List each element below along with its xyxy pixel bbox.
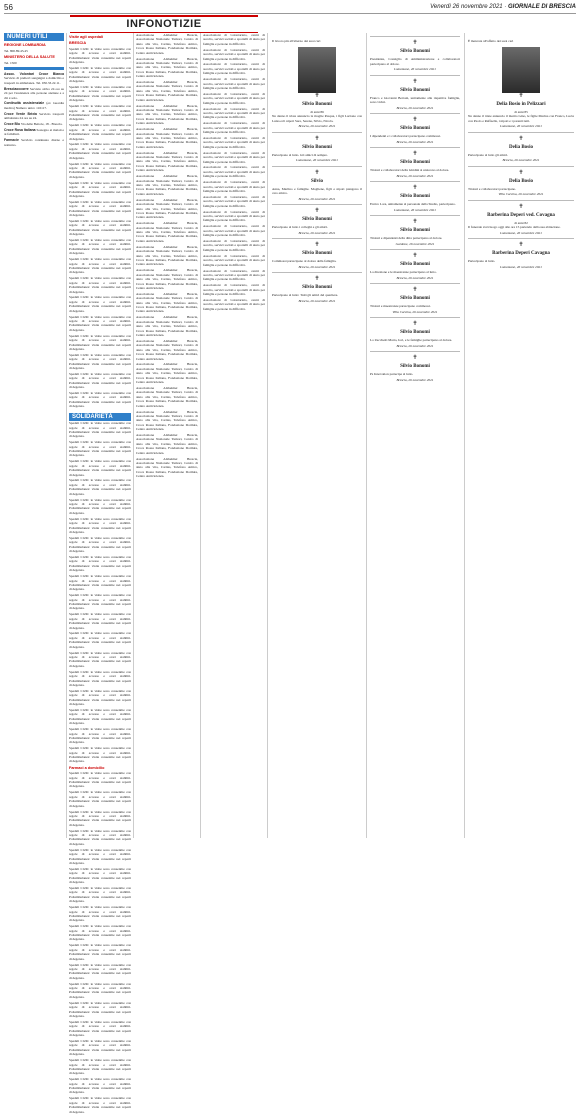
article-paragraph: Spedali Civili: le visite sono consentite con regole di accesso e orari stabiliti. Poliambulanza: visite consentite nei reparti di degenza. [69,371,131,390]
article-paragraph: Associazioni di volontariato, centri di ascolto, servizi sociali e sportelli di aiuto per famiglie e persone in difficoltà. [203,136,265,149]
article-paragraph: Spedali Civili: le visite sono consentite con regole di accesso e orari stabiliti. Poliambulanza: visite consentite nei reparti di degenza. [69,1058,131,1076]
obituary-text: I dipendenti e i collaboratori partecipano commossi. [370,134,441,138]
page-number: 56 [4,3,13,12]
portrait-photo [298,47,336,93]
article-paragraph: Spedali Civili: le visite sono consentite con regole di accesso e orari stabiliti. Poliambulanza: visite consentite nei reparti di degenza. [69,771,131,789]
deceased-name: Silvio Bonomi [400,160,430,165]
obituary-text: Il funerale avrà luogo oggi alle ore 15 partendo dalla sua abitazione. [468,225,561,229]
cross-icon: ✝ [518,92,524,99]
article-paragraph: Spedali Civili: le visite sono consentite con regole di accesso e orari stabiliti. Poliambulanza: visite consentite nei reparti di degenza. [69,1039,131,1057]
article-paragraph: Associazione Alzheimer Brescia, Associazione Nazionale Tumori, Centro di aiuto alla vita, Caritas, Telefono Amico, Croce Rossa Italiana, Fondazione Dormire, Centro Antiviolenza. [136,80,198,102]
obituary-text: La direzione e le maestranze partecipano al lutto. [370,270,437,274]
article-paragraph: Associazione Alzheimer Brescia, Associazione Nazionale Tumori, Centro di aiuto alla vita, Caritas, Telefono Amico, Croce Rossa Italiana, Fondazione Dormire, Centro Antiviolenza. [136,362,198,385]
article-paragraph: Spedali Civili: le visite sono consentite con regole di accesso e orari stabiliti. Poliambulanza: visite consentite nei reparti di degenza. [69,981,131,999]
obituary-notice [370,317,460,348]
obituary-notice [468,36,574,129]
obituary-notice [272,238,362,269]
filler-text [69,421,131,764]
article-paragraph: Associazioni di volontariato, centri di ascolto, servizi sociali e sportelli di aiuto per famiglie e persone in difficoltà. [203,253,265,267]
deceased-name: Silvio Bonomi [400,296,430,301]
article-paragraph: Associazione Alzheimer Brescia, Associazione Nazionale Tumori, Centro di aiuto alla vita, Caritas, Telefono Amico, Croce Rossa Italiana, Fondazione Dormire, Centro Antiviolenza. [136,456,198,479]
cross-icon: ✝ [518,242,524,248]
article-paragraph: Spedali Civili: le visite sono consentite con regole di accesso e orari stabiliti. Poliambulanza: visite consentite nei reparti di degenza. [69,142,131,160]
visite-text: Spedali Civili: le visite sono consentite con regole di accesso e orari stabiliti. Poliambulanza: visite consentite nei reparti di degenza. [69,46,131,65]
article-paragraph: Spedali Civili: le visite sono consentite con regole di accesso e orari stabiliti. Poliambulanza: visite consentite nei reparti di degenza. [69,669,131,687]
article-paragraph: Associazione Alzheimer Brescia, Associazione Nazionale Tumori, Centro di aiuto alla vita, Caritas, Telefono Amico, Croce Rossa Italiana, Fondazione Dormire, Centro Antiviolenza. [136,56,198,79]
obituary-text: Partecipano al lutto i colleghi e gli amici. [272,225,328,229]
obituary-text: Commossi partecipano al dolore della famiglia. [272,259,337,263]
obituary-text: Partecipano al lutto gli amici. [468,152,509,157]
article-paragraph: Spedali Civili: le visite sono consentite con regole di accesso e orari stabiliti. Poliambulanza: visite consentite nei reparti di degenza. [69,554,131,573]
numero-item: Croce Blu Via delle Bettole, 18 - Brescia. [4,122,63,127]
numeri-list [4,72,64,147]
cross-icon: ✝ [314,169,320,176]
article-paragraph: Spedali Civili: le visite sono consentite con regole di accesso e orari stabiliti. Poliambulanza: visite consentite nei reparti di degenza. [69,650,131,668]
article-paragraph: Associazioni di volontariato, centri di ascolto, servizi sociali e sportelli di aiuto per famiglie e persone in difficoltà. [203,150,265,164]
column-4 [203,33,265,838]
obituary-text: Titolari e collaboratori partecipano. [468,186,517,191]
cross-icon: ✝ [412,40,418,46]
deceased-name: Silvio Bonomi [302,101,332,107]
article-paragraph: Associazione Alzheimer Brescia, Associazione Nazionale Tumori, Centro di aiuto alla vita, Caritas, Telefono Amico, Croce Rossa Italiana, Fondazione Dormire, Centro Antiviolenza. [136,174,198,196]
col3-text: Associazione Alzheimer Brescia, Associazione Nazionale Tumori, Centro di aiuto alla vita, Caritas, Telefono Amico, Croce Rossa Italiana, Fondazione Dormire, Centro Antiviolenza. [136,33,198,55]
region-label: REGIONE LOMBARDIA [4,43,46,48]
obituary-place-date: Lumezzane, 26 novembre 2021 [500,124,542,128]
obituary-place-date: Lumezzane, 26 novembre 2021 [500,230,542,235]
article-paragraph: Associazioni di volontariato, centri di ascolto, servizi sociali e sportelli di aiuto per famiglie e persone in difficoltà. [203,91,265,105]
section-title: INFONOTIZIE [70,15,258,33]
article-paragraph: Spedali Civili: le visite sono consentite con regole di accesso e orari stabiliti. Poliambulanza: visite consentite nei reparti di degenza. [69,790,131,808]
cross-icon: ✝ [314,92,320,99]
numero-item: Croce Verde Brixia Servizio trasporti ambulanza 24 ore su 24. [4,111,64,121]
article-paragraph: Spedali Civili: le visite sono consentite con regole di accesso e orari stabiliti. Poliambulanza: visite consentite nei reparti di degenza. [69,391,131,409]
article-paragraph: Associazione Alzheimer Brescia, Associazione Nazionale Tumori, Centro di aiuto alla vita, Caritas, Telefono Amico, Croce Rossa Italiana, Fondazione Dormire, Centro Antiviolenza. [136,244,198,267]
obituary-notice [370,36,460,72]
numero-item: Farmacie Servizio continuato diurno e notturno. [4,138,64,147]
article-paragraph: Associazione Alzheimer Brescia, Associazione Nazionale Tumori, Centro di aiuto alla vita, Caritas, Telefono Amico, Croce Rossa Italiana, Fondazione Dormire, Centro Antiviolenza. [136,197,198,220]
obituary-notice [468,132,574,163]
article-paragraph: Spedali Civili: le visite sono consentite con regole di accesso e orari stabiliti. Poliambulanza: visite consentite nei reparti di degenza. [69,535,131,554]
col4-text: Associazioni di volontariato, centri di ascolto, servizi sociali e sportelli di aiuto per famiglie e persone in difficoltà. [203,33,265,46]
filler-text [136,57,198,479]
deceased-age: di anni 85 [514,109,528,114]
article-paragraph: Associazioni di volontariato, centri di ascolto, servizi sociali e sportelli di aiuto per famiglie e persone in difficoltà. [203,47,265,61]
cross-icon: ✝ [412,287,418,293]
cross-icon: ✝ [412,117,418,123]
obituary-place-date: Brescia, 26 novembre 2021 [396,343,434,348]
article-paragraph: Spedali Civili: le visite sono consentite con regole di accesso e orari stabiliti. Poliambulanza: visite consentite nei reparti di degenza. [69,352,131,371]
article-paragraph: Associazioni di volontariato, centri di ascolto, servizi sociali e sportelli di aiuto per famiglie e persone in difficoltà. [203,62,265,76]
numero-item: Assoc. Volontari Croce Bianca Servizio di prelievi sanguigni a domicilio e trasporti in ambulanza. Tel. 030.33.22.11. [4,72,64,85]
obituary-notice [468,238,574,269]
article-paragraph: Spedali Civili: le visite sono consentite con regole di accesso e orari stabiliti. Poliambulanza: visite consentite nei reparti di degenza. [69,295,131,313]
obituary-text: Ne danno il triste annuncio il marito Gino, le figlie Marina con Franco, Lucia con Paolo e Raffaella, i nipoti e i parenti tutti. [468,114,574,123]
ministry-label: MINISTERO DELLA SALUTE [4,55,55,60]
article-paragraph: Associazione Alzheimer Brescia, Associazione Nazionale Tumori, Centro di aiuto alla vita, Caritas, Telefono Amico, Croce Rossa Italiana, Fondazione Dormire, Centro Antiviolenza. [136,433,198,455]
obituary-place-date: Brescia, 26 novembre 2021 [396,275,434,280]
obituary-notice [468,200,574,236]
deceased-name: Barberina Deperi ved. Covagna [487,212,555,218]
region-tel: Tel. 800.89.45.45 [4,48,28,53]
page-header [4,2,576,14]
obituary-notice [370,75,460,111]
article-paragraph: Associazione Alzheimer Brescia, Associazione Nazionale Tumori, Centro di aiuto alla vita, Caritas, Telefono Amico, Croce Rossa Italiana, Fondazione Dormire, Centro Antiviolenza. [136,409,198,432]
obituary-text: Partecipano al lutto. Gli amici di sempre. [272,152,328,157]
filler-text [69,771,131,1114]
article-paragraph: Associazioni di volontariato, centri di ascolto, servizi sociali e sportelli di aiuto per famiglie e persone in difficoltà. [203,297,265,311]
article-paragraph: Spedali Civili: le visite sono consentite con regole di accesso e orari stabiliti. Poliambulanza: visite consentite nei reparti di degenza. [69,161,131,179]
obituary-place-date: Brescia, 26 novembre 2021 [298,124,336,128]
obituary-notice [370,113,460,144]
obituary-text: Partecipano al lutto: Tutti gli amici del quartiere. [272,293,339,297]
article-paragraph: Associazione Alzheimer Brescia, Associazione Nazionale Tumori, Centro di aiuto alla vita, Caritas, Telefono Amico, Croce Rossa Italiana, Fondazione Dormire, Centro Antiviolenza. [136,385,198,408]
cross-icon: ✝ [518,203,524,210]
obituary-intro: È mancata all'affetto dei suoi cari [468,39,514,43]
obituary-place-date: Lumezzane, 26 novembre 2021 [500,264,542,269]
article-paragraph: Associazione Alzheimer Brescia, Associazione Nazionale Tumori, Centro di aiuto alla vita, Caritas, Telefono Amico, Croce Rossa Italiana, Fondazione Dormire, Centro Antiviolenza. [136,103,198,126]
article-paragraph: Spedali Civili: le visite sono consentite con regole di accesso e orari stabiliti. Poliambulanza: visite consentite nei reparti di degenza. [69,421,131,439]
cross-icon: ✝ [412,253,418,259]
cross-icon: ✝ [412,355,418,361]
article-paragraph: Associazione Alzheimer Brescia, Associazione Nazionale Tumori, Centro di aiuto alla vita, Caritas, Telefono Amico, Croce Rossa Italiana, Fondazione Dormire, Centro Antiviolenza. [136,291,198,314]
column-3 [136,33,198,838]
obituary-text: Lo Zucchetti Mario, Iori, e le famiglie partecipano al dolore. [370,338,453,342]
obituary-text: Franco e Giovanni Bertoni, unitamente alle rispettive famiglie, sono vicini. [370,95,460,104]
article-paragraph: Spedali Civili: le visite sono consentite con regole di accesso e orari stabiliti. Poliambulanza: visite consentite nei reparti di degenza. [69,104,131,122]
obituary-place-date: Brescia, 26 novembre 2021 [298,196,336,201]
obituary-notice [370,351,460,382]
deceased-name: Silvio Bonomi [400,87,430,93]
obituary-text: Titolari e collaboratori della Ghidini si uniscono al dolore. [370,168,450,172]
obituary-intro: Il lavoro più all'alterno dei suoi cari [272,39,321,43]
article-paragraph: Spedali Civili: le visite sono consentite con regole di accesso e orari stabiliti. Poliambulanza: visite consentite nei reparti di degenza. [69,1096,131,1114]
article-paragraph: Associazione Alzheimer Brescia, Associazione Nazionale Tumori, Centro di aiuto alla vita, Caritas, Telefono Amico, Croce Rossa Italiana, Fondazione Dormire, Centro Antiviolenza. [136,221,198,243]
article-paragraph: Associazioni di volontariato, centri di ascolto, servizi sociali e sportelli di aiuto per famiglie e persone in difficoltà. [203,268,265,282]
obituary-notice [370,283,460,314]
deceased-name: Silvio Bonomi [400,49,430,54]
obituary-notice [272,36,362,129]
article-paragraph: Spedali Civili: le visite sono consentite con regole di accesso e orari stabiliti. Poliambulanza: visite consentite nei reparti di degenza. [69,459,131,477]
article-paragraph: Associazioni di volontariato, centri di ascolto, servizi sociali e sportelli di aiuto per famiglie e persone in difficoltà. [203,239,265,252]
article-paragraph: Spedali Civili: le visite sono consentite con regole di accesso e orari stabiliti. Poliambulanza: visite consentite nei reparti di degenza. [69,924,131,942]
obituary-place-date: Lumezzane, 26 novembre 2021 [296,158,338,162]
deceased-name: Silvio Bonomi [400,262,430,267]
deceased-name: Barberina Deperi Cavagna [492,251,550,256]
cross-icon: ✝ [412,78,418,85]
deceased-name: Silvio [311,178,323,184]
article-paragraph: Spedali Civili: le visite sono consentite con regole di accesso e orari stabiliti. Poliambulanza: visite consentite nei reparti di degenza. [69,180,131,198]
obituary-place-date: Brescia, 26 novembre 2021 [396,139,434,144]
article-paragraph: Spedali Civili: le visite sono consentite con regole di accesso e orari stabiliti. Poliambulanza: visite consentite nei reparti di degenza. [69,593,131,611]
obituary-column-3 [468,33,574,838]
article-paragraph: Spedali Civili: le visite sono consentite con regole di accesso e orari stabiliti. Poliambulanza: visite consentite nei reparti di degenza. [69,962,131,980]
obituary-place-date: Lumezzane, 26 novembre 2021 [394,207,436,212]
deceased-name: Silvio Bonomi [400,330,430,335]
ministry-tel: Tel. 1500 [4,60,17,65]
obituary-notice [370,181,460,212]
divider [4,67,64,70]
cross-icon: ✝ [314,208,320,214]
cross-icon: ✝ [412,151,418,157]
article-paragraph: Associazione Alzheimer Brescia, Associazione Nazionale Tumori, Centro di aiuto alla vita, Caritas, Telefono Amico, Croce Rossa Italiana, Fondazione Dormire, Centro Antiviolenza. [136,150,198,173]
numero-item: Croce Rosa Italiana Sostegno ai malati e ai familiari. [4,128,64,137]
deceased-name: Silvio Bonomi [302,144,332,150]
obituary-column-2 [370,33,460,838]
article-paragraph: Spedali Civili: le visite sono consentite con regole di accesso e orari stabiliti. Poliambulanza: visite consentite nei reparti di degenza. [69,612,131,630]
obituary-place-date: Villa Carcina, 26 novembre 2021 [392,309,438,314]
article-paragraph: Associazioni di volontariato, centri di ascolto, servizi sociali e sportelli di aiuto per famiglie e persone in difficoltà. [203,224,265,238]
obituary-column-1 [272,33,362,838]
article-paragraph: Spedali Civili: le visite sono consentite con regole di accesso e orari stabiliti. Poliambulanza: visite consentite nei reparti di degenza. [69,727,131,745]
article-paragraph: Associazioni di volontariato, centri di ascolto, servizi sociali e sportelli di aiuto per famiglie e persone in difficoltà. [203,180,265,193]
farmaci-heading: Farmaci a domicilio [69,765,105,770]
cross-icon: ✝ [412,219,418,225]
deceased-name: Delia Bosio [508,144,534,150]
article-paragraph: Associazioni di volontariato, centri di ascolto, servizi sociali e sportelli di aiuto per famiglie e persone in difficoltà. [203,121,265,135]
obituary-notice [468,166,574,197]
numeri-utili-heading: NUMERI UTILI [4,33,64,41]
article-paragraph: Spedali Civili: le visite sono consentite con regole di accesso e orari stabiliti. Poliambulanza: visite consentite nei reparti di degenza. [69,746,131,764]
cross-icon: ✝ [412,321,418,327]
article-paragraph: Spedali Civili: le visite sono consentite con regole di accesso e orari stabiliti. Poliambulanza: visite consentite nei reparti di degenza. [69,333,131,351]
article-paragraph: Spedali Civili: le visite sono consentite con regole di accesso e orari stabiliti. Poliambulanza: visite consentite nei reparti di degenza. [69,85,131,103]
article-paragraph: Associazione Alzheimer Brescia, Associazione Nazionale Tumori, Centro di aiuto alla vita, Caritas, Telefono Amico, Croce Rossa Italiana, Fondazione Dormire, Centro Antiviolenza. [136,268,198,290]
article-paragraph: Spedali Civili: le visite sono consentite con regole di accesso e orari stabiliti. Poliambulanza: visite consentite nei reparti di degenza. [69,1077,131,1095]
article-paragraph: Spedali Civili: le visite sono consentite con regole di accesso e orari stabiliti. Poliambulanza: visite consentite nei reparti di degenza. [69,905,131,923]
obituary-place-date: Villa Carcina, 26 novembre 2021 [498,192,544,196]
article-paragraph: Spedali Civili: le visite sono consentite con regole di accesso e orari stabiliti. Poliambulanza: visite consentite nei reparti di degenza. [69,1019,131,1038]
deceased-name: Silvio Bonomi [400,364,430,369]
obituary-place-date: Brescia, 26 novembre 2021 [396,377,434,382]
deceased-name: Silvio Bonomi [400,126,430,131]
article-paragraph: Spedali Civili: le visite sono consentite con regole di accesso e orari stabiliti. Poliambulanza: visite consentite nei reparti di degenza. [69,574,131,592]
obituary-text: Titolari e dipendenti della ditta partecipano al dolore. [370,236,443,240]
obituary-notice [370,249,460,280]
obituary-place-date: Brescia, 26 novembre 2021 [502,158,540,162]
article-paragraph: Spedali Civili: le visite sono consentite con regole di accesso e orari stabiliti. Poliambulanza: visite consentite nei reparti di degenza. [69,199,131,218]
obituary-notice [272,204,362,235]
header-date: Venerdì 26 novembre 2021 · GIORNALE DI BRESCIA [430,4,576,10]
obituary-text: Presidente, Consiglio di Amministrazione e collaboratori partecipano al dolore. [370,57,460,66]
visite-heading: Visite agli ospedali [69,35,104,39]
cross-icon: ✝ [314,276,320,282]
article-paragraph: Associazione Alzheimer Brescia, Associazione Nazionale Tumori, Centro di aiuto alla vita, Caritas, Telefono Amico, Croce Rossa Italiana, Fondazione Dormire, Centro Antiviolenza. [136,127,198,149]
article-paragraph: Spedali Civili: le visite sono consentite con regole di accesso e orari stabiliti. Poliambulanza: visite consentite nei reparti di degenza. [69,809,131,827]
deceased-name: Silvio Bonomi [302,251,332,256]
article-paragraph: Spedali Civili: le visite sono consentite con regole di accesso e orari stabiliti. Poliambulanza: visite consentite nei reparti di degenza. [69,123,131,141]
article-paragraph: Spedali Civili: le visite sono consentite con regole di accesso e orari stabiliti. Poliambulanza: visite consentite nei reparti di degenza. [69,1000,131,1018]
obituary-text: Anna, Martino e famiglie. Mogliene, figli e nipoti piangono il caro amico. [272,186,362,195]
cross-icon: ✝ [314,135,320,142]
deceased-age: di anni 86 [310,109,324,114]
article-paragraph: Spedali Civili: le visite sono consentite con regole di accesso e orari stabiliti. Poliambulanza: visite consentite nei reparti di degenza. [69,440,131,458]
article-paragraph: Associazioni di volontariato, centri di ascolto, servizi sociali e sportelli di aiuto per famiglie e persone in difficoltà. [203,77,265,90]
obituary-text: Enrico Lora, unitamente al personale della Studio, partecipano. [370,202,456,206]
obituary-place-date: Brescia, 26 novembre 2021 [396,105,434,110]
article-paragraph: Spedali Civili: le visite sono consentite con regole di accesso e orari stabiliti. Poliambulanza: visite consentite nei reparti di degenza. [69,866,131,885]
article-paragraph: Associazioni di volontariato, centri di ascolto, servizi sociali e sportelli di aiuto per famiglie e persone in difficoltà. [203,209,265,223]
obituary-place-date: Brescia, 26 novembre 2021 [396,173,434,178]
deceased-name: Silvio Bonomi [400,228,430,233]
article-paragraph: Spedali Civili: le visite sono consentite con regole di accesso e orari stabiliti. Poliambulanza: visite consentite nei reparti di degenza. [69,886,131,904]
deceased-age: di anni 82 [514,220,528,225]
filler-text [69,66,131,409]
deceased-name: Silvio Bonomi [302,285,332,290]
obituary-place-date: Brescia, 26 novembre 2021 [298,230,336,235]
article-paragraph: Associazione Alzheimer Brescia, Associazione Nazionale Tumori, Centro di aiuto alla vita, Caritas, Telefono Amico, Croce Rossa Italiana, Fondazione Dormire, Centro Antiviolenza. [136,315,198,337]
deceased-name: Delia Bosio in Pelizzari [496,101,546,107]
article-paragraph: Spedali Civili: le visite sono consentite con regole di accesso e orari stabiliti. Poliambulanza: visite consentite nei reparti di degenza. [69,707,131,726]
article-paragraph: Spedali Civili: le visite sono consentite con regole di accesso e orari stabiliti. Poliambulanza: visite consentite nei reparti di degenza. [69,218,131,237]
obituary-place-date: Brescia, 26 novembre 2021 [298,298,336,303]
article-paragraph: Spedali Civili: le visite sono consentite con regole di accesso e orari stabiliti. Poliambulanza: visite consentite nei reparti di degenza. [69,497,131,515]
article-paragraph: Spedali Civili: le visite sono consentite con regole di accesso e orari stabiliti. Poliambulanza: visite consentite nei reparti di degenza. [69,314,131,332]
numero-item: Bresciaoccorre Servizio attivo 24 ore su 24 per l'assistenza alle persone anziane e a chi è solo. [4,86,64,100]
obituary-place-date: Brescia, 26 novembre 2021 [298,264,336,269]
obituary-text: Ps Innovation partecipa al lutto. [370,372,414,376]
deceased-name: Silvio Bonomi [302,217,332,222]
solidarieta-heading: SOLIDARIETÀ [69,413,131,421]
column-2 [69,33,131,1114]
obituary-notice [272,166,362,202]
obituary-text: Ne danno il triste annuncio la moglie Pasqua, i figli Luciano con Luisa ed i nipoti Sara, Serena, Silvio, Nicola. [272,114,362,123]
article-paragraph: Spedali Civili: le visite sono consentite con regole di accesso e orari stabiliti. Poliambulanza: visite consentite nei reparti di degenza. [69,238,131,256]
article-paragraph: Spedali Civili: le visite sono consentite con regole di accesso e orari stabiliti. Poliambulanza: visite consentite nei reparti di degenza. [69,276,131,294]
article-paragraph: Spedali Civili: le visite sono consentite con regole di accesso e orari stabiliti. Poliambulanza: visite consentite nei reparti di degenza. [69,943,131,961]
obituary-text: Partecipano al lutto. [468,259,496,263]
article-paragraph: Associazioni di volontariato, centri di ascolto, servizi sociali e sportelli di aiuto per famiglie e persone in difficoltà. [203,165,265,179]
article-paragraph: Spedali Civili: le visite sono consentite con regole di accesso e orari stabiliti. Poliambulanza: visite consentite nei reparti di degenza. [69,828,131,846]
deceased-name: Delia Bosio [508,178,534,184]
obituary-place-date: Lumezzane, 26 novembre 2021 [394,67,436,71]
article-paragraph: Spedali Civili: le visite sono consentite con regole di accesso e orari stabiliti. Poliambulanza: visite consentite nei reparti di degenza. [69,631,131,649]
column-numeri-utili [4,33,64,838]
obituary-notice [272,132,362,163]
article-paragraph: Spedali Civili: le visite sono consentite con regole di accesso e orari stabiliti. Poliambulanza: visite consentite nei reparti di degenza. [69,65,131,84]
article-paragraph: Spedali Civili: le visite sono consentite con regole di accesso e orari stabiliti. Poliambulanza: visite consentite nei reparti di degenza. [69,516,131,534]
numero-item: Continuità assistenziale (ex Guardia medica) Numero unico 116117. [4,101,64,110]
obituary-notice [370,147,460,178]
cross-icon: ✝ [314,242,320,248]
cross-icon: ✝ [518,135,524,142]
article-paragraph: Associazioni di volontariato, centri di ascolto, servizi sociali e sportelli di aiuto per famiglie e persone in difficoltà. [203,106,265,120]
deceased-name: Silvio Bonomi [400,194,430,199]
obituary-text: Titolari e maestranze partecipano commossi. [370,304,431,308]
cross-icon: ✝ [518,169,524,176]
obituary-place-date: Gardone, 26 novembre 2021 [395,241,435,246]
filler-text [203,48,265,311]
article-paragraph: Associazioni di volontariato, centri di ascolto, servizi sociali e sportelli di aiuto per famiglie e persone in difficoltà. [203,194,265,208]
article-paragraph: Spedali Civili: le visite sono consentite con regole di accesso e orari stabiliti. Poliambulanza: visite consentite nei reparti di degenza. [69,688,131,707]
obituary-notice [272,272,362,303]
article-paragraph: Associazioni di volontariato, centri di ascolto, servizi sociali e sportelli di aiuto per famiglie e persone in difficoltà. [203,283,265,297]
article-paragraph: Spedali Civili: le visite sono consentite con regole di accesso e orari stabiliti. Poliambulanza: visite consentite nei reparti di degenza. [69,847,131,865]
article-paragraph: Associazione Alzheimer Brescia, Associazione Nazionale Tumori, Centro di aiuto alla vita, Caritas, Telefono Amico, Croce Rossa Italiana, Fondazione Dormire, Centro Antiviolenza. [136,338,198,361]
obituary-notice [370,215,460,246]
cross-icon: ✝ [412,185,418,191]
portrait-photo [502,47,540,93]
article-paragraph: Spedali Civili: le visite sono consentite con regole di accesso e orari stabiliti. Poliambulanza: visite consentite nei reparti di degenza. [69,257,131,275]
brescia-label: BRESCIA [69,41,87,46]
article-paragraph: Spedali Civili: le visite sono consentite con regole di accesso e orari stabiliti. Poliambulanza: visite consentite nei reparti di degenza. [69,478,131,496]
